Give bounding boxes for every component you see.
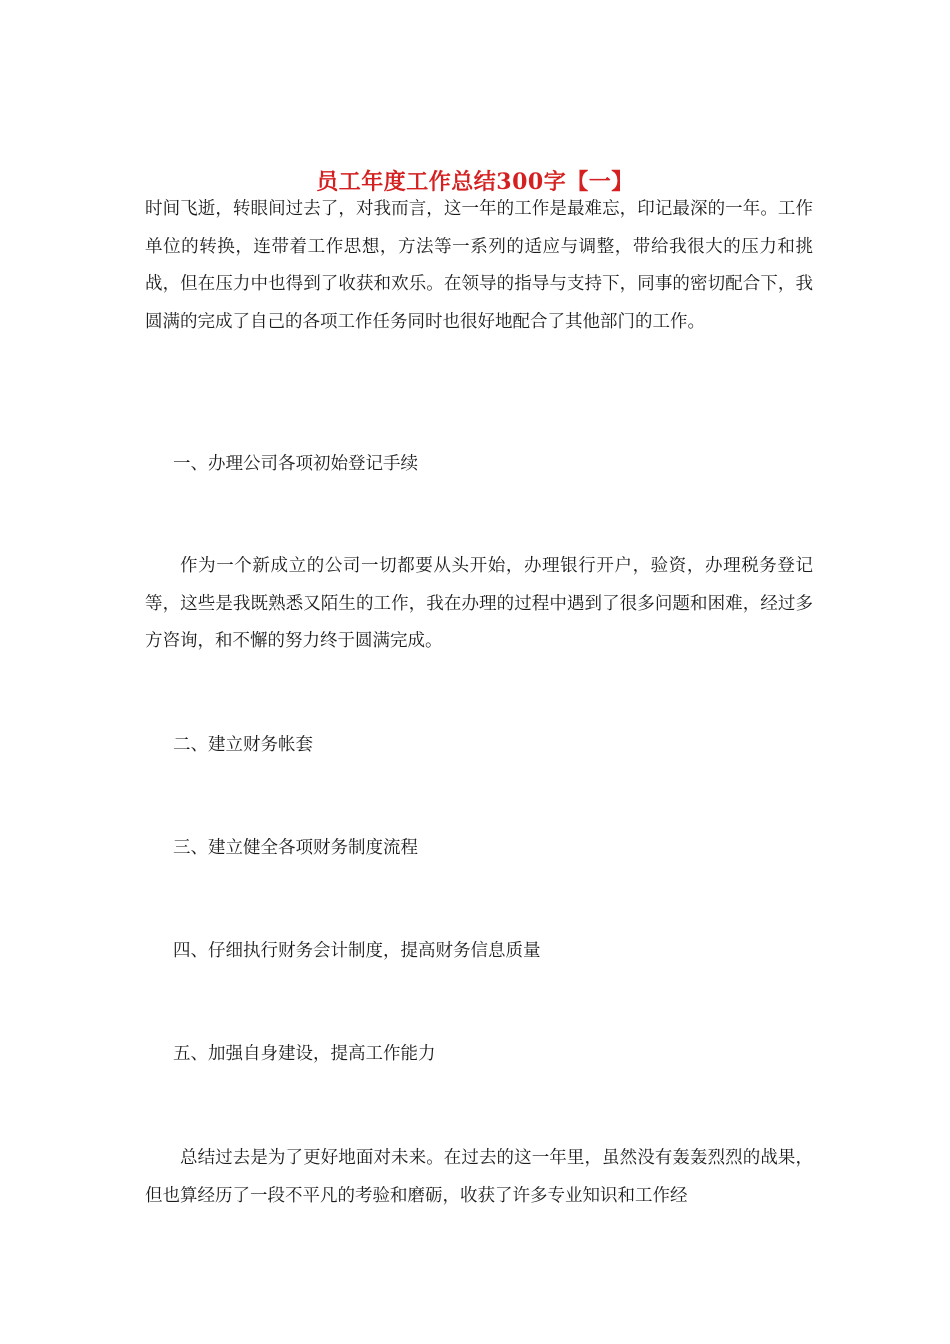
section-heading-5: 五、加强自身建设，提高工作能力: [173, 1044, 436, 1064]
document-title: 员工年度工作总结300字【一】: [316, 168, 634, 195]
section-heading-3: 三、建立健全各项财务制度流程: [173, 838, 418, 858]
intro-paragraph: 时间飞逝，转眼间过去了，对我而言，这一年的工作是最难忘，印记最深的一年。工作单位的转换，连带着工作思想，方法等一系列的适应与调整，带给我很大的压力和挑战，但在压力中也得到了收获和欢乐。在领导的指导与支持下，同事的密切配合下，我圆满的完成了自己的各项工作任务同时也很好地配合了其他部门的工作。: [145, 199, 813, 332]
section-heading-1: 一、办理公司各项初始登记手续: [173, 454, 418, 474]
conclusion-paragraph: 总结过去是为了更好地面对未来。在过去的这一年里，虽然没有轰轰烈烈的战果，但也算经历了一段不平凡的考验和磨砺，收获了许多专业知识和工作经: [145, 1148, 813, 1206]
section-heading-2: 二、建立财务帐套: [173, 735, 313, 755]
section-body-1: 作为一个新成立的公司一切都要从头开始，办理银行开户，验资，办理税务登记等，这些是我既熟悉又陌生的工作，我在办理的过程中遇到了很多问题和困难，经过多方咨询，和不懈的努力终于圆满完成。: [145, 556, 813, 651]
section-heading-4: 四、仔细执行财务会计制度，提高财务信息质量: [173, 941, 541, 961]
